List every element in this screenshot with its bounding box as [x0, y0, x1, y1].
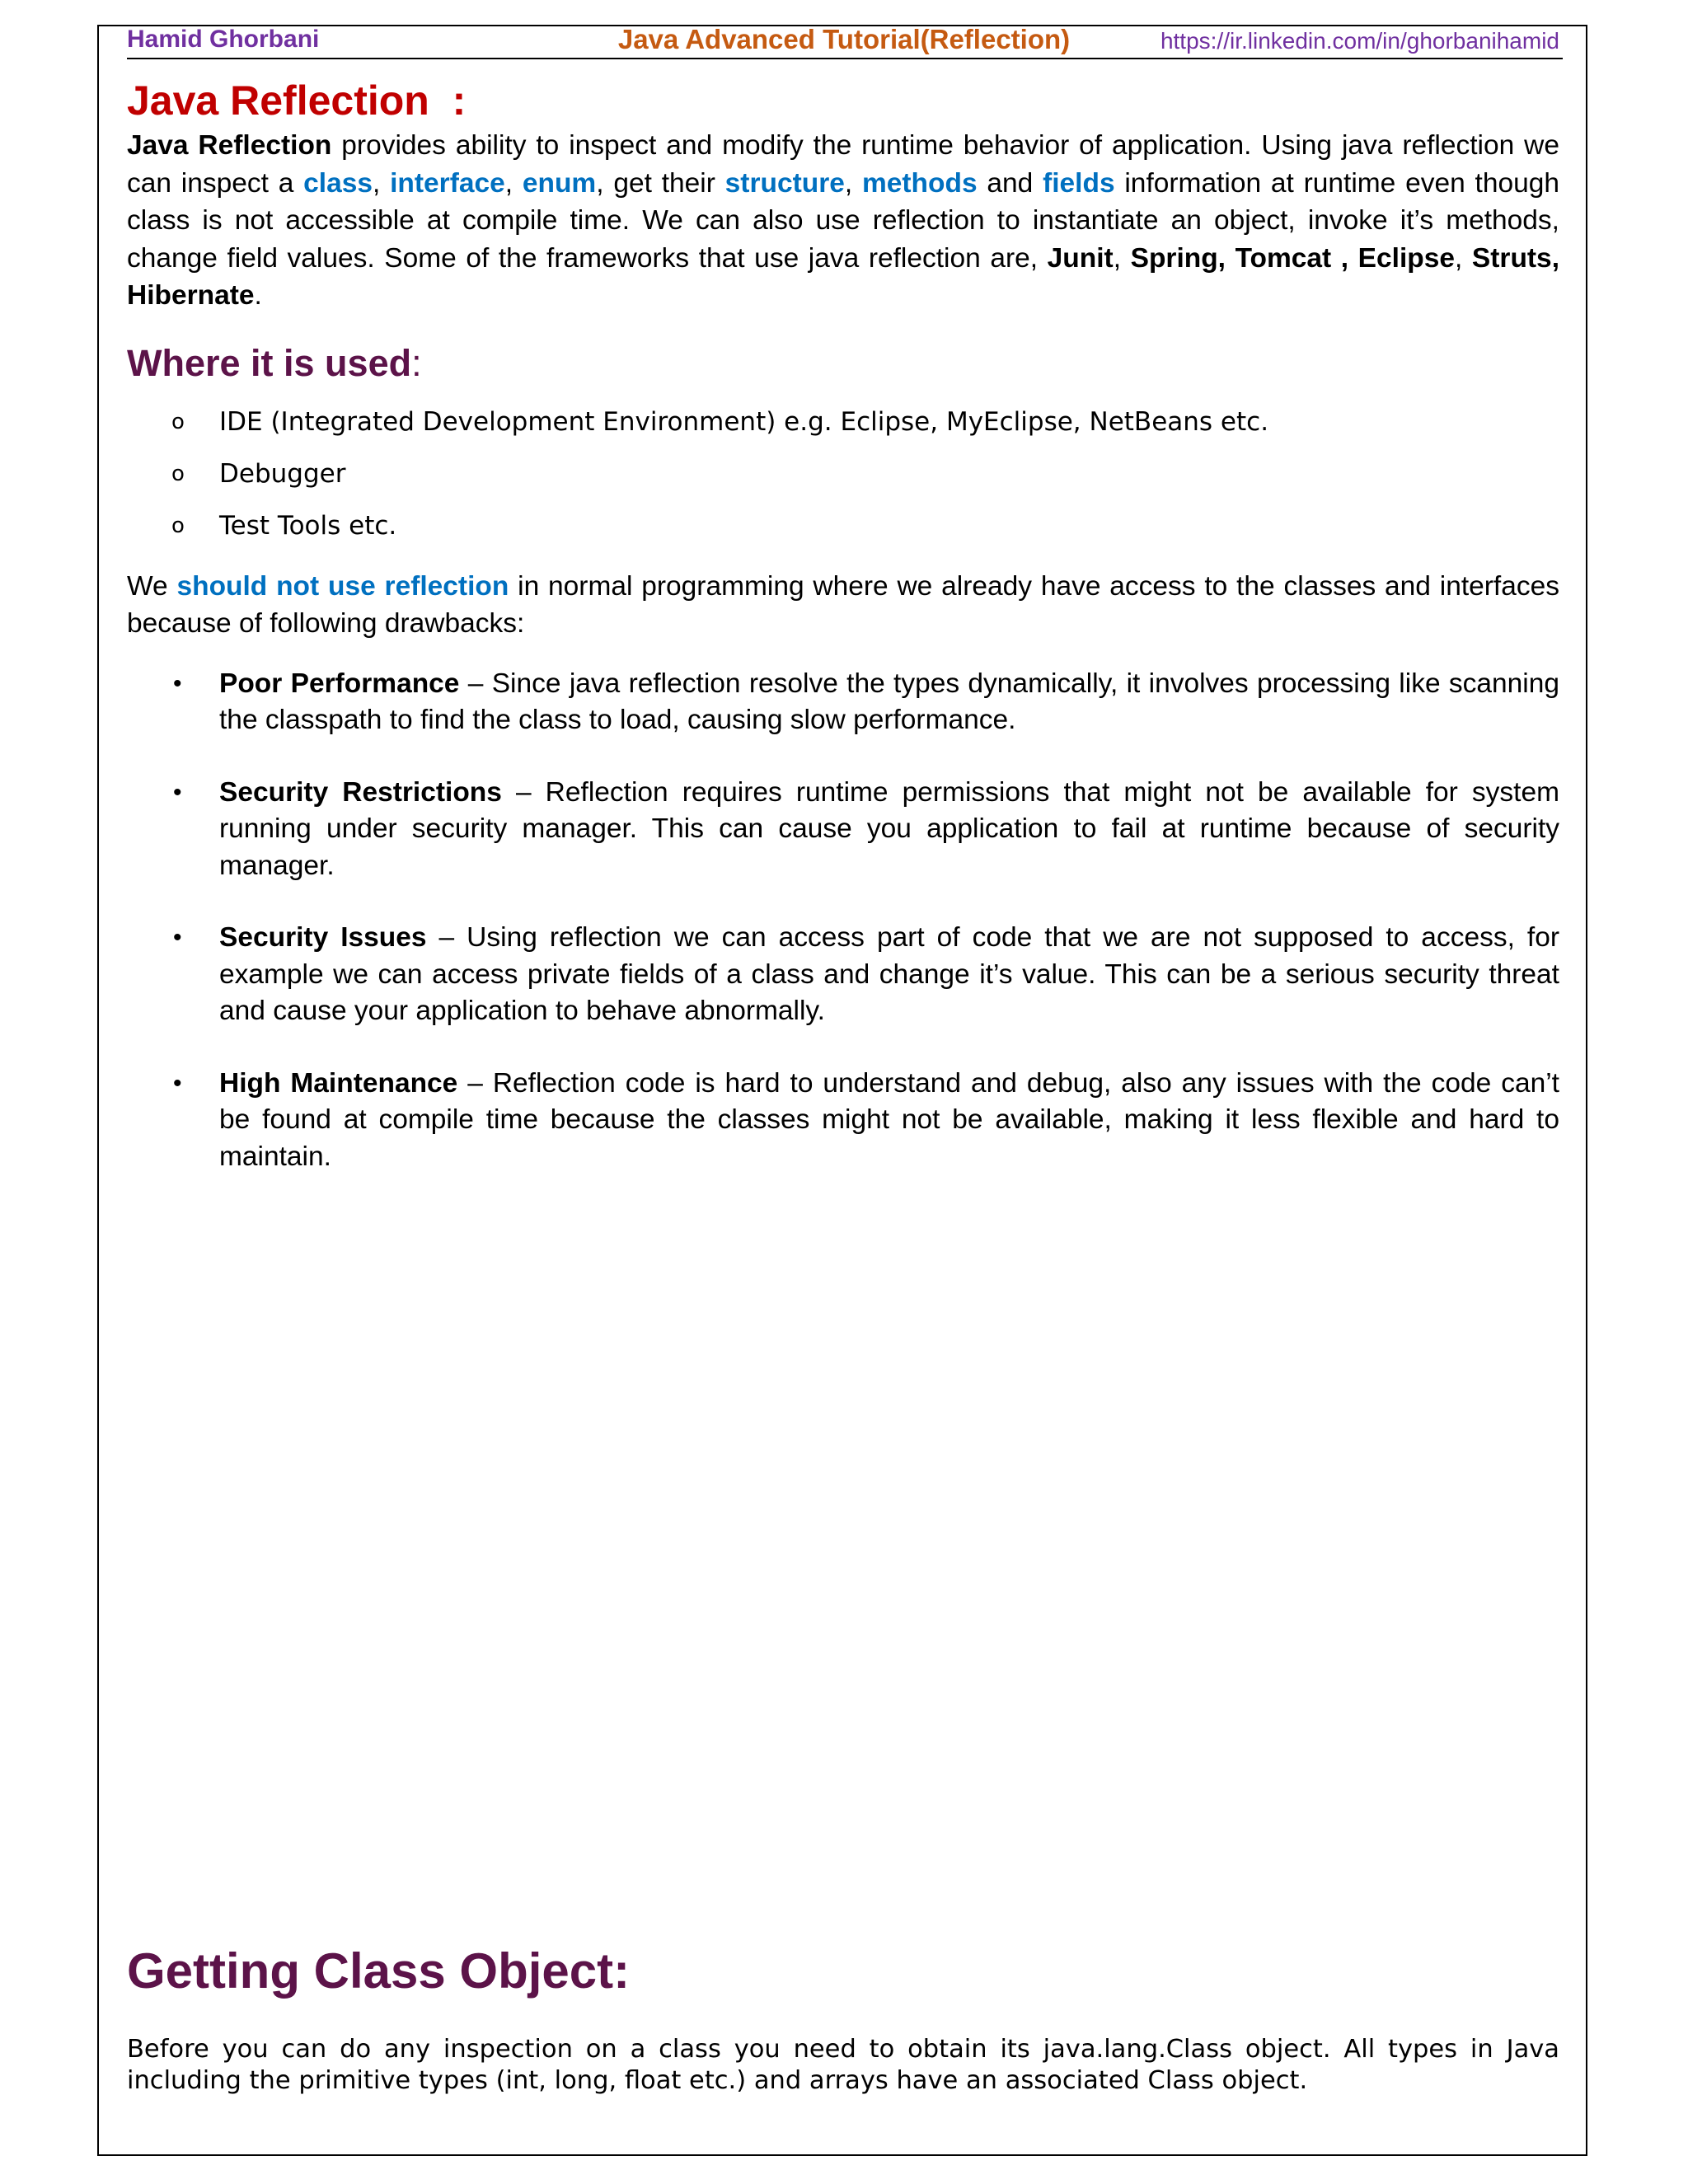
list-item — [127, 509, 1559, 543]
framework-junit: Junit — [1047, 242, 1114, 274]
intro-paragraph — [127, 127, 1559, 315]
circle-bullet-icon: o — [171, 409, 185, 434]
drawback-title: Security Issues — [219, 922, 427, 953]
drawbacks-list — [127, 666, 1559, 1176]
circle-bullet-icon: o — [171, 513, 185, 538]
intro-text: provides ability to inspect and modify the runtime behavior of application. Using java reflection we can inspect a — [127, 130, 1559, 199]
list-item — [127, 920, 1559, 1030]
list-item — [127, 775, 1559, 885]
drawback-text: – Reflection code is hard to understand and debug, also any issues with the code can’t be found at compile time because the classes might not be available, making it less flexible and hard to maintain. — [219, 1067, 1559, 1172]
list-item — [127, 457, 1559, 491]
intro-text: , get their — [596, 167, 725, 199]
heading-getting-class-object: Getting Class Object: — [127, 1943, 631, 1999]
heading-java-reflection: Java Reflection : — [127, 77, 467, 124]
heading-where-used — [127, 340, 1559, 387]
intro-sep: , — [504, 167, 523, 199]
keyword-methods: methods — [861, 167, 978, 199]
intro-text: and — [977, 167, 1043, 199]
list-item-text: Debugger — [219, 458, 346, 489]
intro-end: . — [254, 280, 262, 311]
intro-sep: , — [844, 167, 862, 199]
dot-bullet-icon: • — [173, 669, 182, 697]
page-header — [127, 23, 1563, 59]
drawbacks-text: We — [127, 570, 177, 602]
dot-bullet-icon: • — [173, 924, 182, 951]
where-used-list — [127, 405, 1559, 543]
list-item-text: Test Tools etc. — [219, 510, 397, 541]
keyword-should-not-use-reflection: should not use reflection — [176, 570, 509, 602]
intro-text: information at runtime even though class is not accessible at compile time. We can also use reflection to instantiate an object, invoke it’s methods, change field values. Some of the frameworks that use java reflection are, — [127, 167, 1559, 274]
list-item — [127, 1066, 1559, 1176]
keyword-interface: interface — [390, 167, 505, 199]
list-item — [127, 666, 1559, 739]
header-linkedin-link[interactable]: https://ir.linkedin.com/in/ghorbanihamid — [1160, 28, 1559, 54]
keyword-enum: enum — [522, 167, 597, 199]
getting-class-paragraph: Before you can do any inspection on a class you need to obtain its java.lang.Class object. All types in Java including the primitive types (int, long, float etc.) and arrays have an associated Class object. — [127, 2035, 1559, 2095]
header-title: Java Advanced Tutorial(Reflection) — [617, 24, 1071, 54]
intro-sep: , — [1113, 242, 1131, 274]
list-item-text: IDE (Integrated Development Environment) e.g. Eclipse, MyEclipse, NetBeans etc. — [219, 406, 1269, 437]
drawback-title: High Maintenance — [219, 1067, 458, 1099]
intro-lead: Java Reflection — [127, 130, 332, 161]
drawback-title: Security Restrictions — [219, 776, 502, 808]
intro-sep: , — [373, 167, 391, 199]
intro-sep: , — [1455, 242, 1472, 274]
drawback-text: – Using reflection we can access part of code that we are not supposed to access, for example we can access private fields of a class and change it’s value. This can be a serious security threat and cause your application to behave abnormally. — [219, 922, 1559, 1026]
header-author: Hamid Ghorbani — [127, 26, 320, 53]
page-content — [127, 74, 1559, 1211]
drawback-title: Poor Performance — [219, 668, 460, 699]
keyword-fields: fields — [1043, 167, 1115, 199]
keyword-class: class — [303, 167, 373, 199]
framework-spring-tomcat-eclipse: Spring, Tomcat , Eclipse — [1130, 242, 1455, 274]
drawback-text: – Since java reflection resolve the types dynamically, it involves processing like scanning the classpath to find the class to load, causing slow performance. — [219, 668, 1559, 735]
keyword-structure: structure — [724, 167, 845, 199]
drawbacks-intro — [127, 568, 1559, 643]
list-item — [127, 405, 1559, 439]
dot-bullet-icon: • — [173, 778, 182, 806]
framework-struts-hibernate: Struts, Hibernate — [127, 242, 1560, 311]
drawbacks-text: in normal programming where we already have access to the classes and interfaces because of following drawbacks: — [127, 570, 1559, 639]
heading-where-used-colon: : — [411, 341, 422, 384]
drawback-text: – Reflection requires runtime permissions that might not be available for system running under security manager. This can cause you application to fail at runtime because of security manager. — [219, 776, 1559, 881]
dot-bullet-icon: • — [173, 1069, 182, 1097]
heading-where-used-text: Where it is used — [127, 341, 412, 384]
circle-bullet-icon: o — [171, 461, 185, 486]
